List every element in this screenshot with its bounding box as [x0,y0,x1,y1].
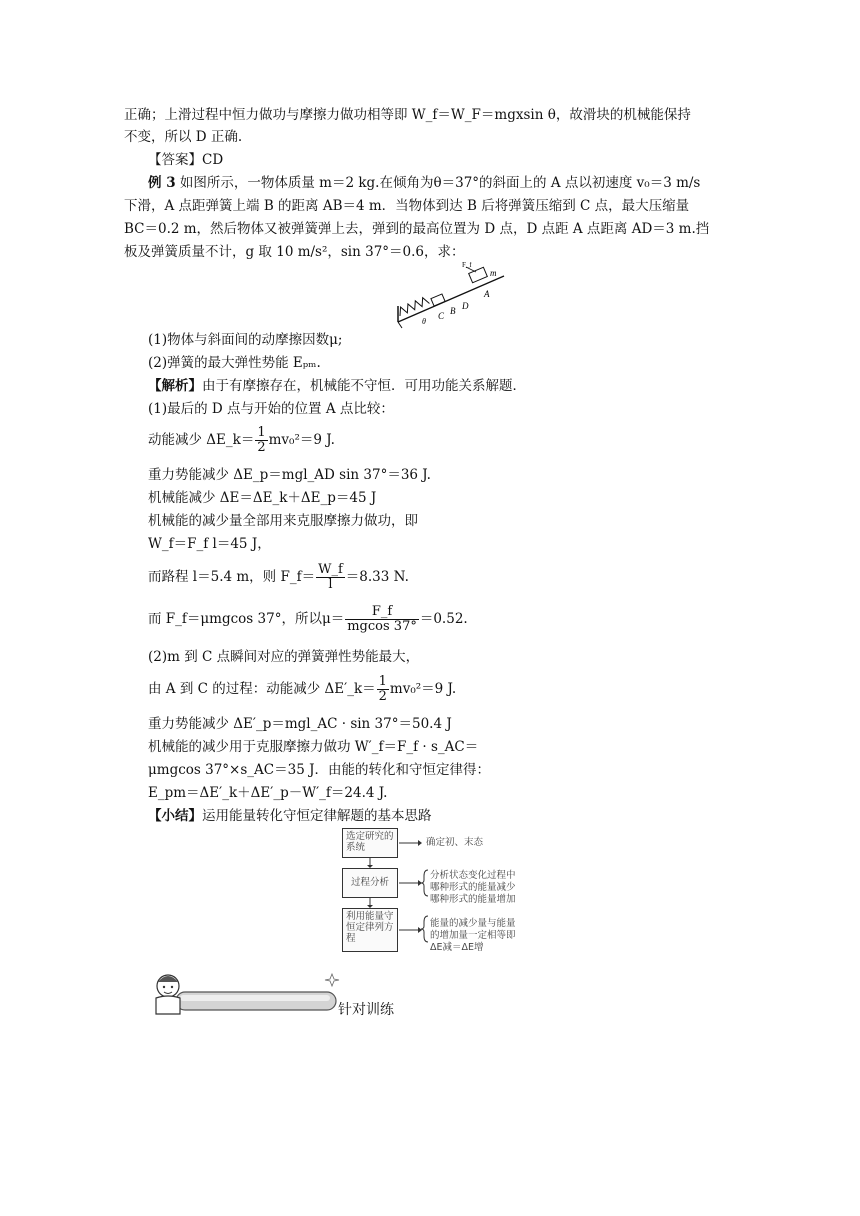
solution-tag: 【解析】 [148,378,202,394]
example-label: 例 3 [148,175,176,191]
flow-box-3: 利用能量守恒定律列方程 [342,908,398,952]
text-line: 板及弹簧质量不计，g 取 10 m/s²，sin 37°＝0.6，求： [124,244,465,260]
fraction-ff [316,563,345,592]
text-line: 正确；上滑过程中恒力做功与摩擦力做功相等即 W_f＝W_F＝mgxsin θ，故滑块的机械能保持 [124,107,691,123]
fraction-half [255,426,267,455]
incline-spring-figure [392,262,512,330]
friction-label: F_f [462,262,472,269]
text-part: ＝0.52. [419,611,468,627]
text-line: (2)m 到 C 点瞬间对应的弹簧弹性势能最大， [148,649,420,665]
point-b-label: B [450,306,456,316]
numerator: W_f [318,562,343,577]
mass-label: m [490,268,497,278]
formula-de: 机械能减少 ΔE＝ΔE_k＋ΔE_p＝45 J [148,490,377,506]
solution-line [148,377,526,395]
flow-note-3b: 的增加量一定相等即 [430,930,516,941]
flow-note-3c: ΔE减＝ΔE增 [430,942,484,953]
flow-note-2b: 哪种形式的能量减少 [430,882,516,893]
flow-note-3a: 能量的减少量与能量 [430,918,516,929]
sparkle-icon [325,974,339,986]
formula-ek-prime [148,675,456,704]
formula-ep: 重力势能减少 ΔE_p＝mgl_AD sin 37°＝36 J. [148,467,431,483]
text-line: 由于有摩擦存在，机械能不守恒．可用功能关系解题． [202,378,526,394]
text-part: 动能减少 ΔE_k＝ [148,432,255,448]
training-title: 针对训练 [338,1002,394,1018]
fraction-half [377,675,389,704]
numerator: 1 [257,425,266,440]
text-part: 而路程 l＝5.4 m，则 F_f＝ [148,569,316,585]
text-part: mv₀²＝9 J. [268,432,335,448]
question-1: (1)物体与斜面间的动摩擦因数μ; [148,332,343,348]
text-line: 下滑，A 点距弹簧上端 B 的距离 AB＝4 m．当物体到达 B 后将弹簧压缩到 C 点，最大压缩量 [124,198,690,214]
text-part: 而 F_f＝μmgcos 37°，所以μ＝ [148,611,345,627]
formula-mu [148,605,468,634]
flow-note-1: 确定初、末态 [426,837,484,848]
text-line: 如图所示，一物体质量 m＝2 kg.在倾角为θ＝37°的斜面上的 A 点以初速度 v₀＝3 m/s [175,175,701,191]
denominator: 2 [257,440,266,455]
formula-ep-prime: 重力势能减少 ΔE′_p＝mgl_AC · sin 37°＝50.4 J [148,716,452,732]
text-line: μmgcos 37°×s_AC＝35 J．由能的转化和守恒定律得： [148,762,491,778]
denominator: l [328,577,333,592]
flow-note-2c: 哪种形式的能量增加 [430,894,516,905]
point-c-label: C [438,311,445,321]
text-part: ＝8.33 N. [345,569,409,585]
text-line: 机械能的减少量全部用来克服摩擦力做功，即 [148,513,418,529]
flow-arrows [340,826,440,956]
answer-line: 【答案】CD [148,152,224,168]
text-line: BC＝0.2 m，然后物体又被弹簧弹上去，弹到的最高位置为 D 点，D 点距 A 点距离 AD＝3 m.挡 [124,221,710,237]
point-a-label: A [484,289,490,299]
formula-ek [148,426,335,455]
formula-epm: E_pm＝ΔE′_k＋ΔE′_p－W′_f＝24.4 J. [148,785,388,801]
denominator: mgcos 37° [347,619,417,634]
fraction-mu [345,605,419,634]
text-line: (1)最后的 D 点与开始的位置 A 点比较： [148,401,394,417]
numerator: 1 [378,674,387,689]
text-part: 由 A 到 C 的过程：动能减少 ΔE′_k＝ [148,681,376,697]
text-line: 运用能量转化守恒定律解题的基本思路 [202,808,432,824]
flow-box-1: 选定研究的系统 [342,828,398,858]
text-line: 不变，所以 D 正确. [124,129,243,145]
denominator: 2 [378,689,387,704]
formula-wf: W_f＝F_f l＝45 J， [148,536,271,552]
summary-tag: 【小结】 [148,808,202,824]
text-part: mv₀²＝9 J. [389,681,457,697]
training-banner-graphic [146,968,346,1024]
summary-line [148,807,432,825]
text-line: 机械能的减少用于克服摩擦力做功 W′_f＝F_f · s_AC＝ [148,739,479,755]
numerator: F_f [345,605,419,620]
point-d-label: D [462,301,469,311]
question-2: (2)弹簧的最大弹性势能 Eₚₘ. [148,355,321,371]
flow-note-2a: 分析状态变化过程中 [430,870,516,881]
formula-ff [148,563,409,592]
example-3-line [148,174,700,192]
flow-box-2: 过程分析 [342,868,398,898]
angle-label: θ [422,317,426,326]
